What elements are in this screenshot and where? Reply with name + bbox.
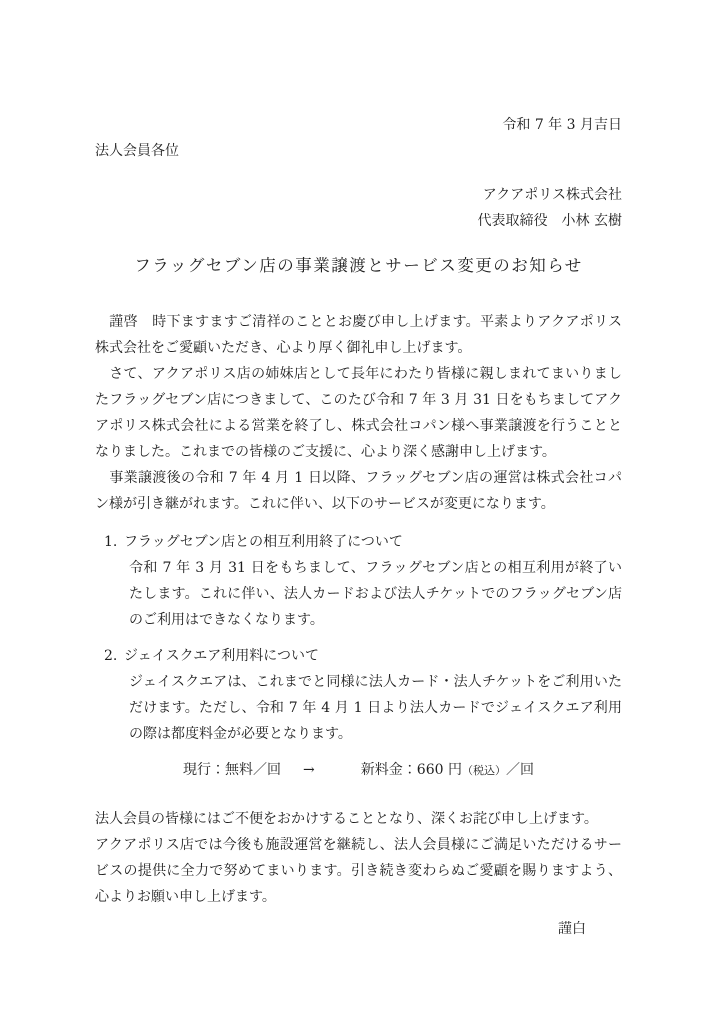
list-item-2-body: ジェイスクエアは、これまでと同様に法人カード・法人チケットをご利用いただけます。ただし、令和 7 年 4 月 1 日より法人カードでジェイスクエア利用の際は都度料金が必要となります。 [129,674,622,742]
sender-block [95,182,622,234]
opening-paragraph-1: 謹啓 時下ますますご清祥のこととお慶び申し上げます。平素よりアクアポリス株式会社をご愛顧いただき、心より厚く御礼申し上げます。 [95,314,622,356]
list-item-2-number: 2. [104,648,118,664]
price-new-label: 新料金：660 円 [360,762,462,778]
price-per-unit: ／回 [505,762,534,778]
list-item-1-body: 令和 7 年 3 月 31 日をもちまして、フラッグセブン店との相互利用が終了いたします。これに伴い、法人カードおよび法人チケットでのフラッグセブン店のご利用はできなくなります。 [129,560,622,628]
price-change-line [95,757,622,784]
list-item-2 [95,643,622,747]
list-item-1-number: 1. [104,534,118,550]
opening-paragraph-3: 事業譲渡後の令和 7 年 4 月 1 日以降、フラッグセブン店の運営は株式会社コパン様が引き継がれます。これに伴い、以下のサービスが変更になります。 [95,470,622,512]
recipient-line: 法人会員各位 [95,143,179,159]
list-item-2-heading: ジェイスクエア利用料について [124,648,320,664]
sign-off: 謹白 [558,921,586,937]
list-item-1-heading: フラッグセブン店との相互利用終了について [124,534,403,550]
price-current: 現行：無料／回 [183,762,282,778]
closing-block [95,806,622,910]
list-item-1 [95,529,622,633]
representative-name: 代表取締役 小林 玄樹 [477,213,622,229]
price-new [361,762,534,778]
tax-note: （税込） [461,764,506,777]
document-title: フラッグセブン店の事業譲渡とサービス変更のお知らせ [134,256,583,275]
closing-paragraph-1: 法人会員の皆様にはご不便をおかけすることとなり、深くお詫び申し上げます。 [95,811,598,827]
company-name: アクアポリス株式会社 [482,187,622,203]
closing-paragraph-2: アクアポリス店では今後も施設運営を継続し、法人会員様にご満足いただけるサービスの提供に全力で努めてまいります。引き続き変わらぬご愛顧を賜りますよう、心よりお願い申し上げます。 [95,837,622,905]
date-line: 令和 7 年 3 月吉日 [502,117,622,133]
arrow-right-icon: → [303,762,315,778]
opening-paragraph-2: さて、アクアポリス店の姉妹店として長年にわたり皆様に親しまれてまいりましたフラッグセブン店につきまして、このたび令和 7 年 3 月 31 日をもちましてアクアポリス株式会社による営業を終了し、株式会社コパン様へ事業譲渡を行うこととなりました。これまでの皆様のご支援に、心より深く感謝申し上げます。 [95,366,622,460]
